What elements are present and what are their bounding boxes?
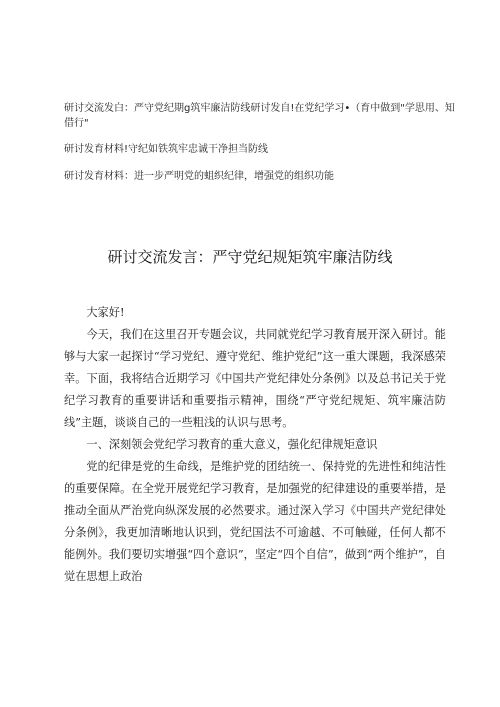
related-article-1[interactable]: 研讨交流发白：严守党纪期g筑牢廉洁防线研讨发自!在党纪学习•（育中做到"学思用、知借行" (64, 103, 455, 129)
body-paragraph-2: 党的纪律是党的生命线，是维护党的团结统一、保持党的先进性和纯洁性的重要保障。在全党开展党纪学习教育，是加强党的纪律建设的重要举措，是推动全面从严治党向纵深发展的必然要求。通过深入学习《中国共产党纪律处分条例》，我更加清晰地认识到，党纪国法不可逾越、不可触碰，任何人都不能例外。我们要切实增强“四个意识”，坚定“四个自信”，做到“两个维护”，自觉在思想上政治 (64, 460, 446, 583)
related-article-2[interactable]: 研讨发育材料!守纪如铁筑牢忠诚干净担当防线 (64, 144, 269, 155)
document-body (64, 302, 446, 588)
section-heading-1: 一、深刻领会党纪学习教育的重大意义，强化纪律规矩意识 (86, 438, 378, 451)
document-title: 研讨交流发言：严守党纪规矩筑牢廉洁防线 (107, 248, 393, 266)
related-articles-list (64, 102, 456, 196)
related-article-3[interactable]: 研讨发育材料：进一步严明党的蛆织纪律，增强党的组织功能 (64, 170, 334, 182)
salutation: 大家好! (86, 306, 125, 319)
body-paragraph-1: 今天，我们在这里召开专题会议，共同就党纪学习教育展开深入研讨。能够与大家一起探讨“学习党纪、遵守党纪、维护党纪”这一重大课题，我深感荣幸。下面，我将结合近期学习《中国共产党纪律处分条例》以及总书记关于党纪学习教育的重要讲话和重要指示精神，围绕“严守党纪规矩、筑牢廉洁防线”主题，谈谈自己的一些粗浅的认识与思考。 (64, 328, 446, 429)
